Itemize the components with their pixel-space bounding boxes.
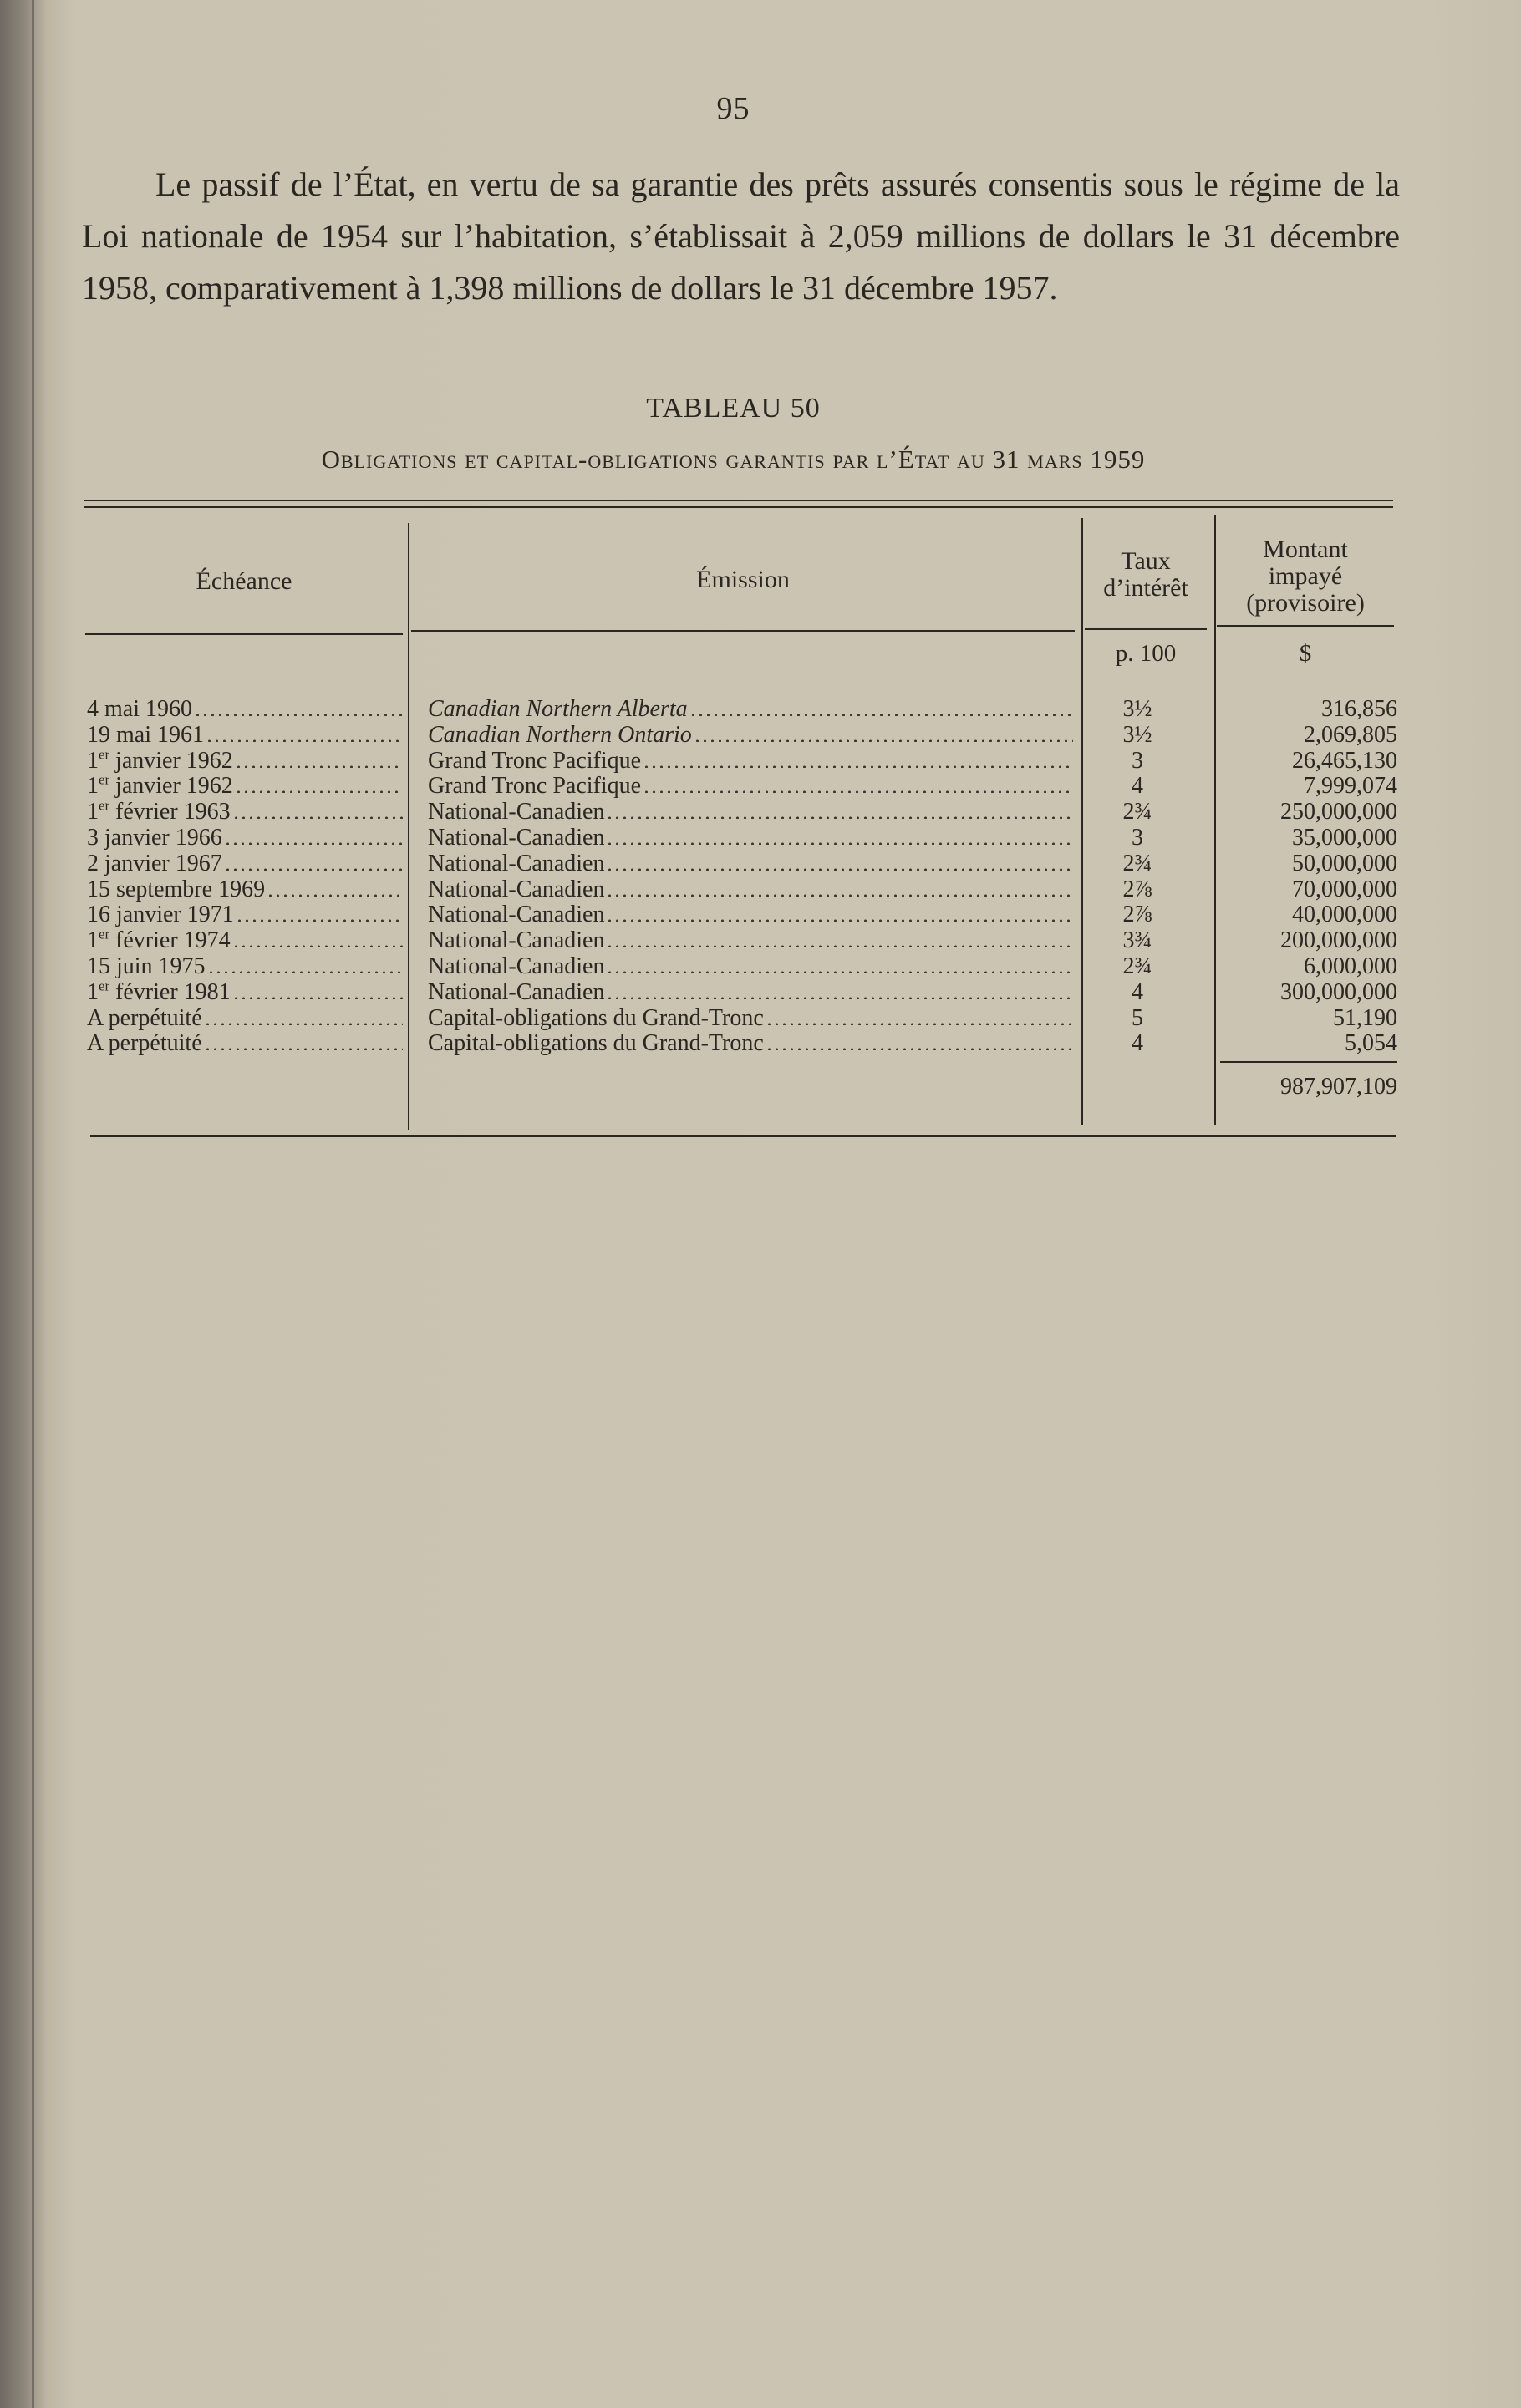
- cell-taux: 2¾: [1122, 850, 1152, 876]
- emission-text: National-Canadien: [428, 978, 605, 1005]
- cell-emission: [428, 851, 1073, 876]
- dot-leader: [606, 931, 1073, 947]
- dot-leader: [606, 957, 1073, 973]
- dot-leader: [689, 699, 1073, 716]
- dot-leader: [224, 854, 403, 871]
- cell-montant: 2,069,805: [1304, 721, 1397, 748]
- dot-leader: [267, 880, 403, 897]
- cell-echeance: [87, 1005, 403, 1031]
- cell-montant: 316,856: [1321, 696, 1397, 722]
- cell-montant: 200,000,000: [1280, 927, 1397, 954]
- dot-leader: [207, 957, 403, 973]
- dot-leader: [766, 1034, 1073, 1050]
- intro-paragraph: Le passif de l’État, en vertu de sa garantie des prêts assurés consentis sous le régime de la Loi nationale de 1954 sur l’habitation, s’établissait à 2,059 millions de dollars le 31 décembre 1958, comparativement à 1,398 millions de dollars le 31 décembre 1957.: [82, 165, 1400, 307]
- header-rule-taux: [1085, 628, 1207, 630]
- header-montant: [1217, 536, 1394, 617]
- dot-leader: [232, 931, 403, 947]
- cell-emission: [428, 722, 1073, 748]
- dot-leader: [235, 776, 403, 793]
- cell-emission: [428, 902, 1073, 927]
- emission-text: Grand Tronc Pacifique: [428, 747, 642, 774]
- cell-echeance: [87, 876, 403, 902]
- header-taux-line1: Taux: [1121, 547, 1171, 575]
- header-montant-line3: (provisoire): [1246, 589, 1365, 617]
- echeance-text: 3 janvier 1966: [87, 825, 222, 851]
- echeance-text: 1er février 1963: [87, 799, 231, 826]
- cell-emission: [428, 1030, 1073, 1056]
- dot-leader: [606, 880, 1073, 897]
- table-total: 987,907,109: [1280, 1074, 1397, 1100]
- table-row: [0, 825, 1521, 851]
- emission-text: Canadian Northern Alberta: [428, 696, 688, 722]
- cell-echeance: [87, 979, 403, 1005]
- dot-leader: [606, 802, 1073, 819]
- emission-text: Capital-obligations du Grand-Tronc: [428, 1030, 764, 1057]
- echeance-text: 15 juin 1975: [87, 953, 206, 979]
- table-row: [0, 927, 1521, 953]
- echeance-text: 4 mai 1960: [87, 696, 192, 722]
- dot-leader: [766, 1008, 1073, 1025]
- emission-text: National-Canadien: [428, 927, 605, 954]
- cell-montant: 70,000,000: [1292, 876, 1397, 902]
- header-montant-line1: Montant: [1263, 536, 1348, 563]
- table-row: [0, 979, 1521, 1005]
- dot-leader: [204, 1008, 403, 1025]
- cell-taux: 4: [1132, 773, 1143, 800]
- header-taux: [1083, 548, 1208, 602]
- echeance-text: 1er janvier 1962: [87, 747, 233, 774]
- table-top-rule: [84, 500, 1393, 501]
- cell-taux: 3½: [1122, 721, 1152, 748]
- dot-leader: [224, 828, 403, 845]
- cell-montant: 51,190: [1333, 1004, 1397, 1031]
- header-taux-line2: d’intérêt: [1103, 574, 1188, 602]
- cell-echeance: [87, 773, 403, 799]
- cell-montant: 7,999,074: [1304, 773, 1397, 800]
- cell-emission: [428, 696, 1073, 722]
- cell-emission: [428, 927, 1073, 953]
- table-row: [0, 773, 1521, 799]
- page-number: 95: [716, 91, 750, 126]
- cell-emission: [428, 953, 1073, 979]
- emission-text: National-Canadien: [428, 825, 605, 851]
- echeance-text: 19 mai 1961: [87, 721, 204, 748]
- dot-leader: [236, 905, 403, 922]
- echeance-text: 15 septembre 1969: [87, 876, 266, 902]
- table-top-rule-double: [84, 506, 1393, 508]
- cell-emission: [428, 825, 1073, 851]
- dot-leader: [204, 1034, 403, 1050]
- dot-leader: [194, 699, 403, 716]
- table-row: [0, 876, 1521, 902]
- cell-emission: [428, 773, 1073, 799]
- cell-montant: 300,000,000: [1280, 978, 1397, 1005]
- cell-echeance: [87, 799, 403, 825]
- cell-montant: 5,054: [1345, 1030, 1397, 1057]
- cell-taux: 3: [1132, 825, 1143, 851]
- cell-taux: 2⅞: [1122, 902, 1152, 928]
- cell-montant: 50,000,000: [1292, 850, 1397, 876]
- cell-echeance: [87, 722, 403, 748]
- table-bottom-rule: [90, 1135, 1396, 1137]
- unit-montant: $: [1299, 640, 1312, 667]
- emission-text: National-Canadien: [428, 876, 605, 902]
- dot-leader: [643, 776, 1073, 793]
- dot-leader: [235, 751, 403, 768]
- cell-taux: 3¾: [1122, 927, 1152, 954]
- echeance-text: 2 janvier 1967: [87, 850, 222, 876]
- cell-echeance: [87, 927, 403, 953]
- dot-leader: [232, 802, 403, 819]
- header-rule-montant: [1217, 625, 1394, 627]
- emission-text: Capital-obligations du Grand-Tronc: [428, 1004, 764, 1031]
- cell-taux: 4: [1132, 978, 1143, 1005]
- cell-taux: 2¾: [1122, 799, 1152, 826]
- cell-taux: 5: [1132, 1004, 1143, 1031]
- table-row: [0, 799, 1521, 825]
- emission-text: National-Canadien: [428, 799, 605, 826]
- header-montant-line2: impayé: [1268, 562, 1343, 590]
- table-row: [0, 1005, 1521, 1031]
- echeance-text: A perpétuité: [87, 1004, 202, 1031]
- cell-montant: 35,000,000: [1292, 825, 1397, 851]
- emission-text: Grand Tronc Pacifique: [428, 773, 642, 800]
- cell-emission: [428, 799, 1073, 825]
- cell-echeance: [87, 953, 403, 979]
- echeance-text: 1er février 1974: [87, 927, 231, 954]
- cell-taux: 3½: [1122, 696, 1152, 722]
- cell-echeance: [87, 1030, 403, 1056]
- binding-shadow: [32, 0, 34, 2408]
- cell-echeance: [87, 902, 403, 927]
- table-row: [0, 851, 1521, 876]
- table-row: [0, 902, 1521, 927]
- cell-echeance: [87, 825, 403, 851]
- echeance-text: A perpétuité: [87, 1030, 202, 1057]
- table-row: [0, 953, 1521, 979]
- header-rule-emission: [411, 630, 1075, 632]
- echeance-text: 1er janvier 1962: [87, 773, 233, 800]
- header-echeance: Échéance: [196, 567, 292, 595]
- table-number: TABLEAU 50: [646, 393, 821, 424]
- dot-leader: [694, 725, 1073, 742]
- table-row: [0, 1030, 1521, 1056]
- cell-echeance: [87, 748, 403, 774]
- echeance-text: 1er février 1981: [87, 978, 231, 1005]
- total-rule: [1220, 1061, 1397, 1063]
- emission-text: National-Canadien: [428, 850, 605, 876]
- cell-montant: 40,000,000: [1292, 902, 1397, 928]
- header-emission: Émission: [696, 566, 790, 593]
- cell-montant: 6,000,000: [1304, 953, 1397, 979]
- emission-text: National-Canadien: [428, 953, 605, 979]
- emission-text: National-Canadien: [428, 902, 605, 928]
- cell-echeance: [87, 851, 403, 876]
- cell-taux: 2¾: [1122, 953, 1152, 979]
- cell-taux: 2⅞: [1122, 876, 1152, 902]
- emission-text: Canadian Northern Ontario: [428, 721, 692, 748]
- cell-emission: [428, 979, 1073, 1005]
- cell-montant: 250,000,000: [1280, 799, 1397, 826]
- table-title: Obligations et capital-obligations garantis par l’État au 31 mars 1959: [321, 445, 1146, 474]
- cell-emission: [428, 1005, 1073, 1031]
- echeance-text: 16 janvier 1971: [87, 902, 234, 928]
- cell-taux: 4: [1132, 1030, 1143, 1057]
- dot-leader: [232, 983, 403, 999]
- table-row: [0, 722, 1521, 748]
- dot-leader: [606, 905, 1073, 922]
- table-row: [0, 748, 1521, 774]
- cell-echeance: [87, 696, 403, 722]
- dot-leader: [606, 828, 1073, 845]
- cell-emission: [428, 876, 1073, 902]
- unit-taux: p. 100: [1115, 640, 1177, 667]
- dot-leader: [643, 751, 1073, 768]
- dot-leader: [606, 983, 1073, 999]
- cell-taux: 3: [1132, 747, 1143, 774]
- dot-leader: [206, 725, 403, 742]
- table-row: [0, 696, 1521, 722]
- cell-emission: [428, 748, 1073, 774]
- header-rule-echeance: [85, 633, 403, 635]
- cell-montant: 26,465,130: [1292, 747, 1397, 774]
- dot-leader: [606, 854, 1073, 871]
